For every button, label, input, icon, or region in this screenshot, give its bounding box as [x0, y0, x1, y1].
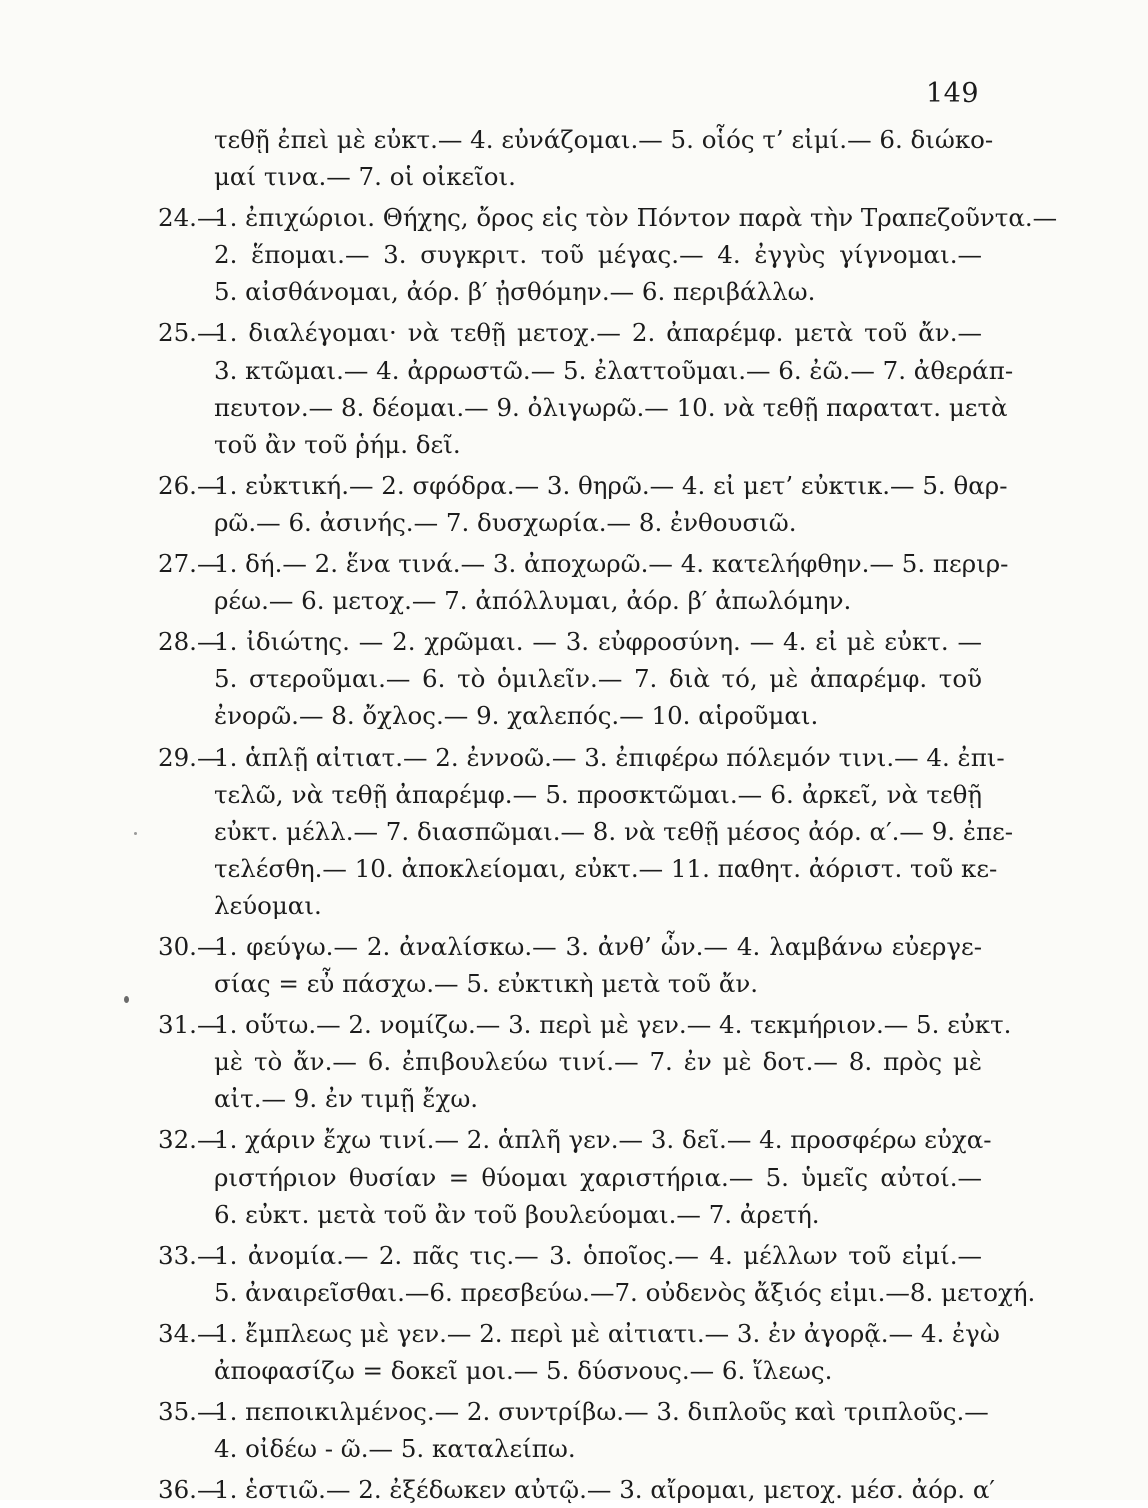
- print-speck: [134, 832, 137, 835]
- entry-number: 27.—: [158, 549, 222, 579]
- text-line: 2. ἕπομαι.— 3. συγκριτ. τοῦ μέγας.— 4. ἐγγὺς γίγνομαι.—: [214, 240, 982, 270]
- entry-29: 29.—1. ἁπλῇ αἰτιατ.— 2. ἐννοῶ.— 3. ἐπιφέρω πόλεμόν τινι.— 4. ἐπι-: [158, 739, 982, 776]
- entry-34: 34.—1. ἔμπλεως μὲ γεν.— 2. περὶ μὲ αἰτιατι.— 3. ἐν ἀγορᾷ.— 4. ἐγὼ: [158, 1315, 982, 1352]
- entry-number: 33.—: [158, 1240, 222, 1270]
- text-line: ἐνορῶ.— 8. ὄχλος.— 9. χαλεπός.— 10. αἱροῦμαι.: [214, 701, 819, 731]
- entry-33: 33.—1. ἀνομία.— 2. πᾶς τις.— 3. ὁποῖος.— 4. μέλλων τοῦ εἰμί.—: [158, 1237, 982, 1274]
- entry-number: 29.—: [158, 742, 222, 772]
- text-line: λεύομαι.: [214, 890, 322, 920]
- entry-number: 32.—: [158, 1125, 222, 1155]
- entry-36: 36.—1. ἑστιῶ.— 2. ἐξέδωκεν αὐτῷ.— 3. αἴρομαι, μετοχ. μέσ. ἀόρ. α′: [158, 1471, 982, 1508]
- entry-number: 26.—: [158, 470, 222, 500]
- entry-26: 26.—1. εὐκτική.— 2. σφόδρα.— 3. θηρῶ.— 4. εἰ μετ’ εὐκτικ.— 5. θαρ-: [158, 467, 982, 504]
- text-line: 3. κτῶμαι.— 4. ἀρρωστῶ.— 5. ἐλαττοῦμαι.— 6. ἐῶ.— 7. ἀθεράπ-: [214, 355, 1014, 385]
- entry-number: 30.—: [158, 931, 222, 961]
- entry-number: 31.—: [158, 1010, 222, 1040]
- text-line: σίας = εὖ πάσχω.— 5. εὐκτικὴ μετὰ τοῦ ἄν.: [214, 969, 759, 999]
- entry-number: 34.—: [158, 1318, 222, 1348]
- text-line: τελῶ, νὰ τεθῇ ἀπαρέμφ.— 5. προσκτῶμαι.— 6. ἀρκεῖ, νὰ τεθῇ: [214, 779, 982, 809]
- entry-number: 36.—: [158, 1475, 222, 1505]
- entry-32: 32.—1. χάριν ἔχω τινί.— 2. ἁπλῆ γεν.— 3. δεῖ.— 4. προσφέρω εὐχα-: [158, 1121, 982, 1158]
- entry-30: 30.—1. φεύγω.— 2. ἀναλίσκω.— 3. ἀνθ’ ὧν.— 4. λαμβάνω εὐεργε-: [158, 928, 982, 965]
- text-line: 5. ἀναιρεῖσθαι.—6. πρεσβεύω.—7. οὐδενὸς ἄξιός εἰμι.—8. μετοχή.: [214, 1277, 1036, 1307]
- text-line: τεθῇ ἐπεὶ μὲ εὐκτ.— 4. εὐνάζομαι.— 5. οἷός τ’ εἰμί.— 6. διώκο-: [214, 125, 994, 154]
- entry-number: 24.—: [158, 203, 222, 233]
- text-line: τοῦ ἂν τοῦ ῥήμ. δεῖ.: [214, 429, 461, 459]
- text-line: τελέσθη.— 10. ἀποκλείομαι, εὐκτ.— 11. παθητ. ἀόριστ. τοῦ κε-: [214, 853, 998, 883]
- entry-27: 27.—1. δή.— 2. ἕνα τινά.— 3. ἀποχωρῶ.— 4. κατελήφθην.— 5. περιρ-: [158, 545, 982, 582]
- entry-28: 28.—1. ἰδιώτης. — 2. χρῶμαι. — 3. εὐφροσύνη. — 4. εἰ μὲ εὐκτ. —: [158, 623, 982, 660]
- text-line: ἀποφασίζω = δοκεῖ μοι.— 5. δύσνους.— 6. ἵλεως.: [214, 1356, 833, 1385]
- entry-25: 25.—1. διαλέγομαι· νὰ τεθῇ μετοχ.— 2. ἀπαρέμφ. μετὰ τοῦ ἄν.—: [158, 314, 982, 351]
- entry-24: 24.—1. ἐπιχώριοι. Θήχης, ὄρος εἰς τὸν Πόντον παρὰ τὴν Τραπεζοῦντα.—: [158, 199, 982, 236]
- text-line: μὲ τὸ ἄν.— 6. ἐπιβουλεύω τινί.— 7. ἐν μὲ δοτ.— 8. πρὸς μὲ: [214, 1047, 982, 1077]
- text-line: 5. αἰσθάνομαι, ἀόρ. β′ ᾐσθόμην.— 6. περιβάλλω.: [214, 277, 816, 307]
- entry-number: 35.—: [158, 1397, 222, 1427]
- text-line: ρέω.— 6. μετοχ.— 7. ἀπόλλυμαι, ἀόρ. β′ ἀπωλόμην.: [214, 586, 852, 616]
- text-line: 5. στεροῦμαι.— 6. τὸ ὁμιλεῖν.— 7. διὰ τό, μὲ ἀπαρέμφ. τοῦ: [214, 664, 982, 694]
- print-speck: [124, 996, 129, 1003]
- text-line: ρῶ.— 6. ἀσινής.— 7. δυσχωρία.— 8. ἐνθουσιῶ.: [214, 507, 797, 537]
- entry-number: 28.—: [158, 627, 222, 657]
- text-line: μαί τινα.— 7. οἱ οἰκεῖοι.: [214, 162, 516, 192]
- text-line: ριστήριον θυσίαν = θύομαι χαριστήρια.— 5. ὑμεῖς αὐτοί.—: [214, 1162, 982, 1192]
- entry-31: 31.—1. οὕτω.— 2. νομίζω.— 3. περὶ μὲ γεν.— 4. τεκμήριον.— 5. εὐκτ.: [158, 1006, 982, 1043]
- answer-key-text: [158, 121, 1058, 1508]
- page-number: 149: [926, 78, 980, 109]
- text-line: 6. εὐκτ. μετὰ τοῦ ἂν τοῦ βουλεύομαι.— 7. ἀρετή.: [214, 1199, 820, 1229]
- text-line: πευτον.— 8. δέομαι.— 9. ὀλιγωρῶ.— 10. νὰ τεθῇ παρατατ. μετὰ: [214, 392, 1008, 422]
- text-line: αἰτ.— 9. ἐν τιμῇ ἔχω.: [214, 1084, 479, 1114]
- text-line: εὐκτ. μέλλ.— 7. διασπῶμαι.— 8. νὰ τεθῇ μέσος ἀόρ. α′.— 9. ἐπε-: [214, 816, 1014, 846]
- entry-35: 35.—1. πεποικιλμένος.— 2. συντρίβω.— 3. διπλοῦς καὶ τριπλοῦς.—: [158, 1393, 982, 1430]
- text-line: 4. οἰδέω - ῶ.— 5. καταλείπω.: [214, 1434, 576, 1464]
- entry-number: 25.—: [158, 318, 222, 348]
